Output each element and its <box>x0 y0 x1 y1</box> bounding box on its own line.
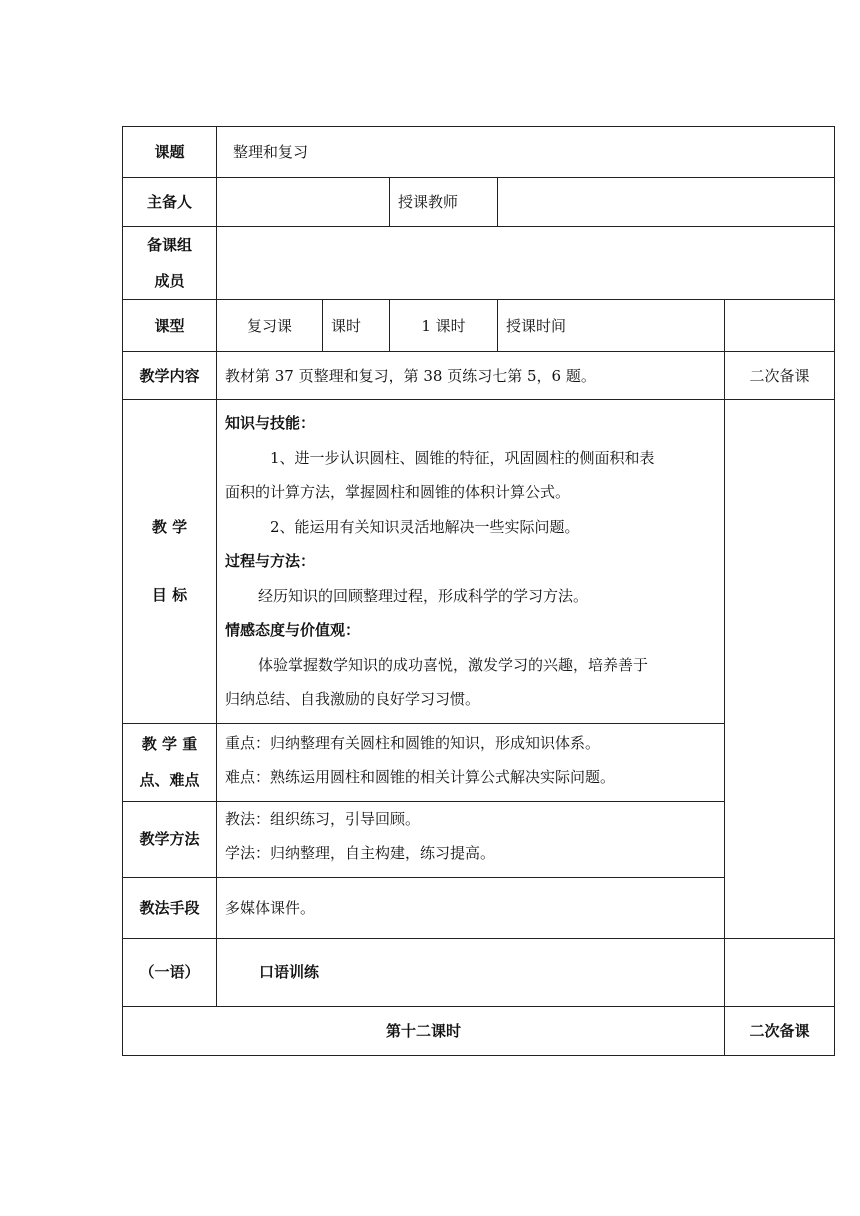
row-title <box>123 127 835 178</box>
lesson-number: 第十二课时 <box>123 1006 725 1055</box>
row-lesson <box>123 1006 835 1055</box>
goals-content <box>217 400 725 724</box>
difficulty-line: 难点：熟练运用圆柱和圆锥的相关计算公式解决实际问题。 <box>225 768 616 786</box>
goals-heading-attitude: 情感态度与价值观： <box>225 621 361 639</box>
title-label: 课题 <box>123 127 217 178</box>
type-label: 课型 <box>123 300 217 352</box>
goals-label <box>123 400 217 724</box>
side-note-column <box>725 400 835 939</box>
content-label: 教学内容 <box>123 352 217 400</box>
goals-heading-knowledge: 知识与技能： <box>225 414 316 432</box>
row-goals <box>123 400 835 724</box>
oral-side <box>725 938 835 1006</box>
method-content <box>217 801 725 877</box>
key-point-line: 重点：归纳整理有关圆柱和圆锥的知识，形成知识体系。 <box>225 733 601 752</box>
means-label: 教法手段 <box>123 877 217 938</box>
goals-item-2: 2、能运用有关知识灵活地解决一些实际问题。 <box>270 517 580 536</box>
lesson-plan-table-wrapper <box>122 126 834 1040</box>
lesson-plan-table <box>122 126 835 1056</box>
goals-label-line1: 教 学 <box>151 518 188 537</box>
time-label: 授课时间 <box>498 300 725 352</box>
goals-attitude-text: 体验掌握数学知识的成功喜悦，激发学习的兴趣，培养善于 <box>258 655 649 674</box>
goals-attitude-cont: 归纳总结、自我激励的良好学习习惯。 <box>225 690 481 708</box>
goals-label-line2: 目 标 <box>151 586 188 605</box>
members-label-line1: 备课组 <box>146 236 192 254</box>
means-value: 多媒体课件。 <box>217 877 725 938</box>
period-value: 1 课时 <box>390 300 498 352</box>
row-members <box>123 227 835 300</box>
row-lead <box>123 178 835 227</box>
oral-value: 口语训练 <box>217 938 725 1006</box>
period-label: 课时 <box>323 300 390 352</box>
goals-item-1: 1、进一步认识圆柱、圆锥的特征，巩固圆柱的侧面积和表 <box>270 448 655 467</box>
key-label-line1: 教 学 重 <box>141 735 198 753</box>
members-label <box>123 227 217 300</box>
title-value: 整理和复习 <box>217 127 835 178</box>
row-oral <box>123 938 835 1006</box>
type-value: 复习课 <box>217 300 323 352</box>
time-value <box>725 300 835 352</box>
goals-heading-process: 过程与方法： <box>225 552 316 570</box>
lead-value <box>217 178 390 227</box>
row-type <box>123 300 835 352</box>
row-content <box>123 352 835 400</box>
teacher-value <box>498 178 835 227</box>
oral-label: （一语） <box>123 938 217 1006</box>
members-label-line2: 成员 <box>154 272 185 290</box>
key-label-line2: 点、难点 <box>139 771 200 789</box>
content-value: 教材第 37 页整理和复习，第 38 页练习七第 5，6 题。 <box>217 352 725 400</box>
key-content <box>217 723 725 801</box>
learning-method-line: 学法：归纳整理，自主构建，练习提高。 <box>225 844 496 862</box>
lesson-side-note: 二次备课 <box>725 1006 835 1055</box>
method-label: 教学方法 <box>123 801 217 877</box>
lead-label: 主备人 <box>123 178 217 227</box>
content-side-note: 二次备课 <box>725 352 835 400</box>
teacher-label: 授课教师 <box>390 178 498 227</box>
goals-item-1-cont: 面积的计算方法，掌握圆柱和圆锥的体积计算公式。 <box>225 483 571 501</box>
key-label <box>123 723 217 801</box>
teaching-method-line: 教法：组织练习，引导回顾。 <box>225 809 421 828</box>
members-value <box>217 227 835 300</box>
goals-process-text: 经历知识的回顾整理过程，形成科学的学习方法。 <box>258 586 589 605</box>
